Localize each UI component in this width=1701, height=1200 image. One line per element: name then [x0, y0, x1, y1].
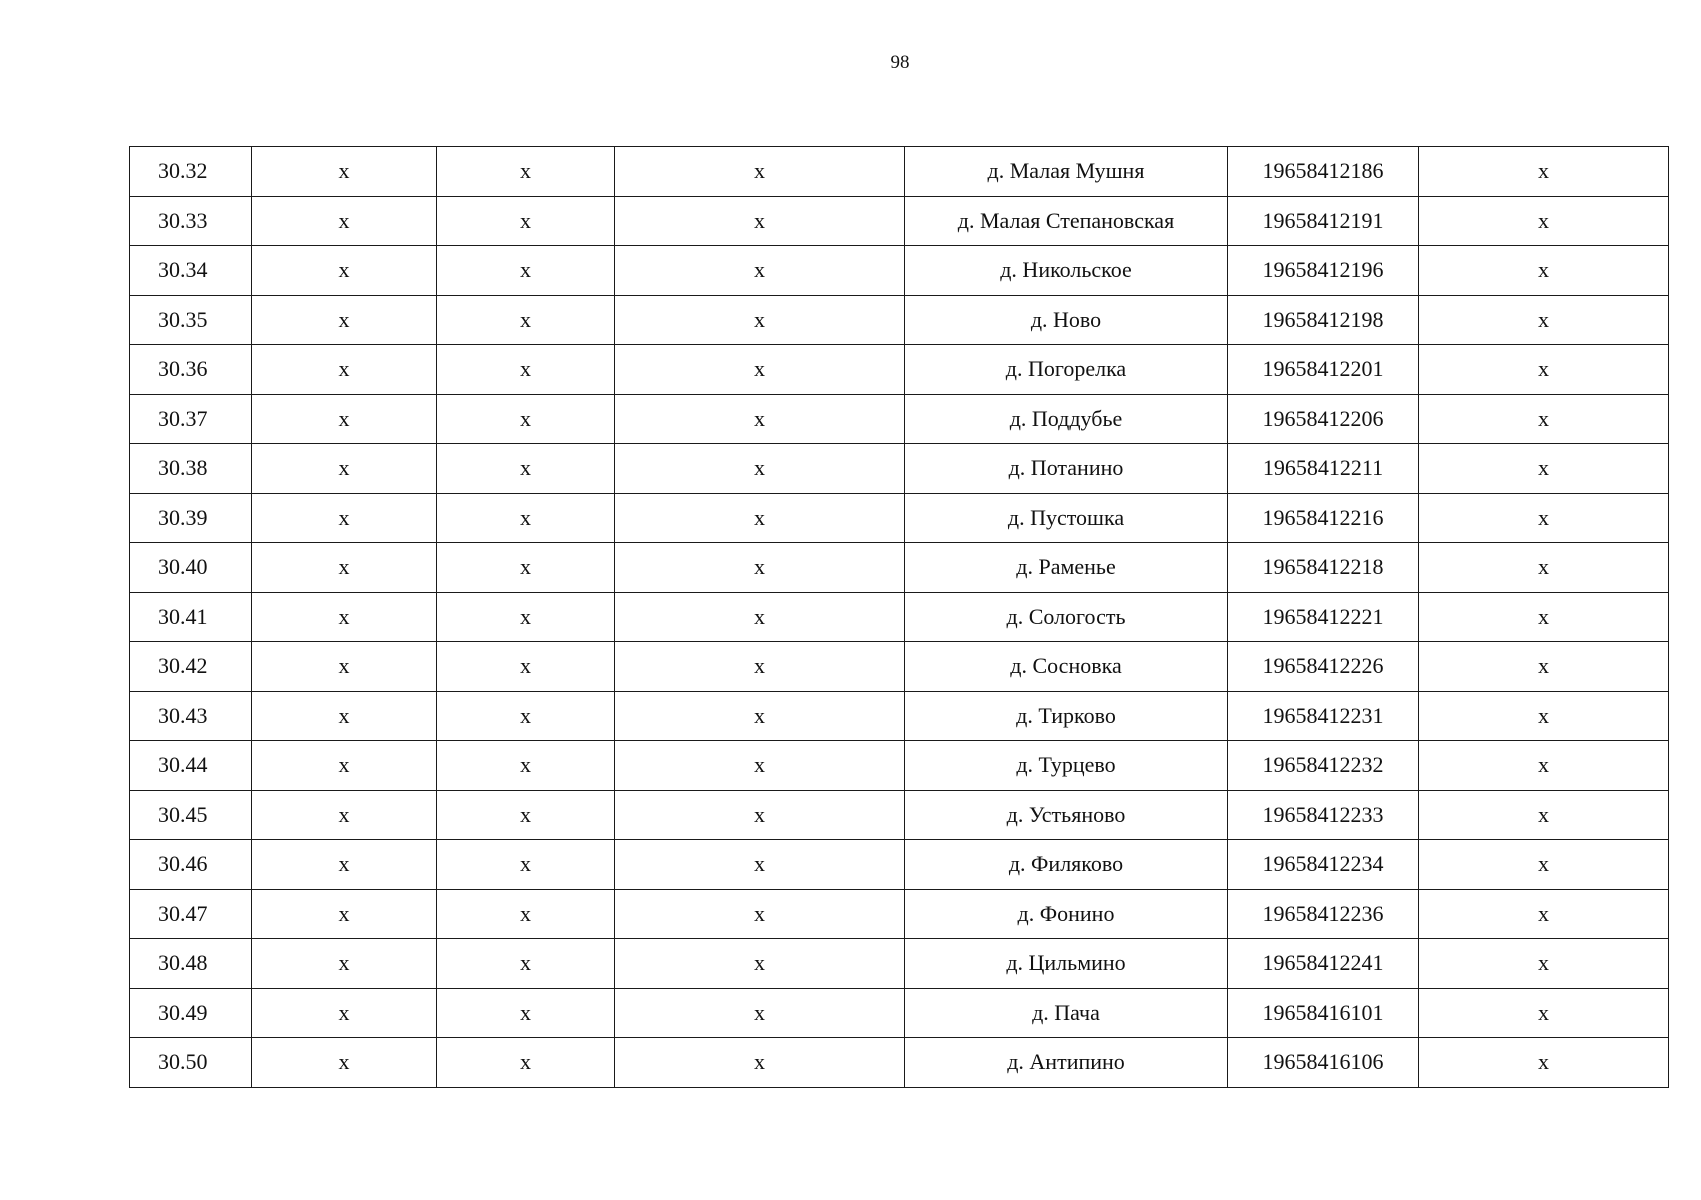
oktmo-code-cell: 19658412201 — [1228, 345, 1419, 395]
table-row — [130, 840, 1669, 890]
oktmo-code-cell: 19658412241 — [1228, 939, 1419, 989]
x-cell: x — [615, 939, 905, 989]
oktmo-code-cell: 19658416101 — [1228, 988, 1419, 1038]
table-row — [130, 988, 1669, 1038]
settlement-name-cell: д. Пустошка — [905, 493, 1228, 543]
x-cell: x — [252, 1038, 437, 1088]
table-row — [130, 1038, 1669, 1088]
x-cell: x — [252, 939, 437, 989]
settlement-name-cell: д. Никольское — [905, 246, 1228, 296]
x-cell: x — [437, 592, 615, 642]
oktmo-code-cell: 19658412206 — [1228, 394, 1419, 444]
x-cell: x — [437, 543, 615, 593]
x-cell: x — [1419, 246, 1669, 296]
settlement-name-cell: д. Поддубье — [905, 394, 1228, 444]
oktmo-code-cell: 19658412221 — [1228, 592, 1419, 642]
x-cell: x — [1419, 444, 1669, 494]
table-row — [130, 394, 1669, 444]
x-cell: x — [1419, 345, 1669, 395]
x-cell: x — [252, 493, 437, 543]
x-cell: x — [437, 889, 615, 939]
x-cell: x — [252, 592, 437, 642]
x-cell: x — [252, 988, 437, 1038]
settlement-name-cell: д. Раменье — [905, 543, 1228, 593]
settlement-name-cell: д. Пача — [905, 988, 1228, 1038]
row-number-cell: 30.40 — [130, 543, 252, 593]
oktmo-code-cell: 19658412231 — [1228, 691, 1419, 741]
oktmo-code-cell: 19658412191 — [1228, 196, 1419, 246]
x-cell: x — [1419, 493, 1669, 543]
x-cell: x — [615, 295, 905, 345]
x-cell: x — [615, 394, 905, 444]
table-row — [130, 196, 1669, 246]
settlement-name-cell: д. Турцево — [905, 741, 1228, 791]
table-body — [130, 147, 1669, 1088]
table-row — [130, 246, 1669, 296]
x-cell: x — [615, 345, 905, 395]
table-row — [130, 444, 1669, 494]
oktmo-code-cell: 19658412232 — [1228, 741, 1419, 791]
settlement-name-cell: д. Ново — [905, 295, 1228, 345]
row-number-cell: 30.32 — [130, 147, 252, 197]
table-row — [130, 592, 1669, 642]
x-cell: x — [1419, 1038, 1669, 1088]
oktmo-code-cell: 19658412211 — [1228, 444, 1419, 494]
table-row — [130, 493, 1669, 543]
row-number-cell: 30.42 — [130, 642, 252, 692]
table-row — [130, 295, 1669, 345]
oktmo-code-cell: 19658412226 — [1228, 642, 1419, 692]
row-number-cell: 30.33 — [130, 196, 252, 246]
x-cell: x — [437, 691, 615, 741]
settlement-name-cell: д. Фонино — [905, 889, 1228, 939]
settlement-name-cell: д. Сологость — [905, 592, 1228, 642]
settlement-name-cell: д. Цильмино — [905, 939, 1228, 989]
x-cell: x — [615, 642, 905, 692]
x-cell: x — [615, 790, 905, 840]
oktmo-code-cell: 19658412196 — [1228, 246, 1419, 296]
row-number-cell: 30.47 — [130, 889, 252, 939]
x-cell: x — [1419, 295, 1669, 345]
x-cell: x — [437, 642, 615, 692]
x-cell: x — [615, 543, 905, 593]
row-number-cell: 30.48 — [130, 939, 252, 989]
x-cell: x — [252, 394, 437, 444]
oktmo-code-cell: 19658412198 — [1228, 295, 1419, 345]
x-cell: x — [437, 741, 615, 791]
x-cell: x — [252, 790, 437, 840]
row-number-cell: 30.36 — [130, 345, 252, 395]
x-cell: x — [1419, 840, 1669, 890]
x-cell: x — [1419, 592, 1669, 642]
x-cell: x — [437, 196, 615, 246]
oktmo-code-cell: 19658412233 — [1228, 790, 1419, 840]
row-number-cell: 30.34 — [130, 246, 252, 296]
x-cell: x — [1419, 790, 1669, 840]
table-row — [130, 345, 1669, 395]
x-cell: x — [1419, 741, 1669, 791]
oktmo-code-cell: 19658412234 — [1228, 840, 1419, 890]
x-cell: x — [1419, 394, 1669, 444]
row-number-cell: 30.39 — [130, 493, 252, 543]
oktmo-code-cell: 19658416106 — [1228, 1038, 1419, 1088]
table-row — [130, 543, 1669, 593]
x-cell: x — [1419, 642, 1669, 692]
x-cell: x — [437, 295, 615, 345]
x-cell: x — [252, 345, 437, 395]
settlement-name-cell: д. Устьяново — [905, 790, 1228, 840]
row-number-cell: 30.45 — [130, 790, 252, 840]
x-cell: x — [252, 642, 437, 692]
x-cell: x — [437, 246, 615, 296]
x-cell: x — [437, 394, 615, 444]
row-number-cell: 30.37 — [130, 394, 252, 444]
settlement-name-cell: д. Антипино — [905, 1038, 1228, 1088]
x-cell: x — [437, 988, 615, 1038]
x-cell: x — [252, 295, 437, 345]
row-number-cell: 30.46 — [130, 840, 252, 890]
settlement-name-cell: д. Малая Мушня — [905, 147, 1228, 197]
x-cell: x — [1419, 939, 1669, 989]
settlement-name-cell: д. Сосновка — [905, 642, 1228, 692]
x-cell: x — [615, 741, 905, 791]
x-cell: x — [437, 345, 615, 395]
oktmo-code-cell: 19658412218 — [1228, 543, 1419, 593]
table-row — [130, 889, 1669, 939]
table-row — [130, 642, 1669, 692]
table-row — [130, 741, 1669, 791]
x-cell: x — [1419, 147, 1669, 197]
x-cell: x — [1419, 889, 1669, 939]
oktmo-code-cell: 19658412216 — [1228, 493, 1419, 543]
x-cell: x — [437, 1038, 615, 1088]
oktmo-code-cell: 19658412186 — [1228, 147, 1419, 197]
row-number-cell: 30.43 — [130, 691, 252, 741]
x-cell: x — [615, 889, 905, 939]
x-cell: x — [252, 196, 437, 246]
page-number: 98 — [890, 52, 910, 73]
x-cell: x — [1419, 196, 1669, 246]
table-row — [130, 790, 1669, 840]
x-cell: x — [615, 147, 905, 197]
settlement-name-cell: д. Погорелка — [905, 345, 1228, 395]
x-cell: x — [252, 246, 437, 296]
x-cell: x — [437, 493, 615, 543]
x-cell: x — [615, 988, 905, 1038]
x-cell: x — [252, 147, 437, 197]
row-number-cell: 30.38 — [130, 444, 252, 494]
x-cell: x — [437, 444, 615, 494]
settlement-name-cell: д. Тирково — [905, 691, 1228, 741]
x-cell: x — [1419, 691, 1669, 741]
x-cell: x — [252, 444, 437, 494]
x-cell: x — [1419, 543, 1669, 593]
x-cell: x — [615, 493, 905, 543]
x-cell: x — [615, 246, 905, 296]
x-cell: x — [615, 691, 905, 741]
settlement-name-cell: д. Малая Степановская — [905, 196, 1228, 246]
settlements-table — [129, 146, 1669, 1088]
settlement-name-cell: д. Потанино — [905, 444, 1228, 494]
table-row — [130, 147, 1669, 197]
x-cell: x — [615, 444, 905, 494]
x-cell: x — [437, 840, 615, 890]
row-number-cell: 30.49 — [130, 988, 252, 1038]
table-row — [130, 691, 1669, 741]
x-cell: x — [252, 543, 437, 593]
table-row — [130, 939, 1669, 989]
x-cell: x — [437, 147, 615, 197]
oktmo-code-cell: 19658412236 — [1228, 889, 1419, 939]
x-cell: x — [252, 840, 437, 890]
row-number-cell: 30.41 — [130, 592, 252, 642]
x-cell: x — [615, 840, 905, 890]
x-cell: x — [615, 1038, 905, 1088]
row-number-cell: 30.35 — [130, 295, 252, 345]
x-cell: x — [437, 790, 615, 840]
row-number-cell: 30.44 — [130, 741, 252, 791]
x-cell: x — [615, 592, 905, 642]
x-cell: x — [1419, 988, 1669, 1038]
x-cell: x — [437, 939, 615, 989]
x-cell: x — [252, 889, 437, 939]
row-number-cell: 30.50 — [130, 1038, 252, 1088]
x-cell: x — [252, 741, 437, 791]
x-cell: x — [615, 196, 905, 246]
settlement-name-cell: д. Филяково — [905, 840, 1228, 890]
x-cell: x — [252, 691, 437, 741]
